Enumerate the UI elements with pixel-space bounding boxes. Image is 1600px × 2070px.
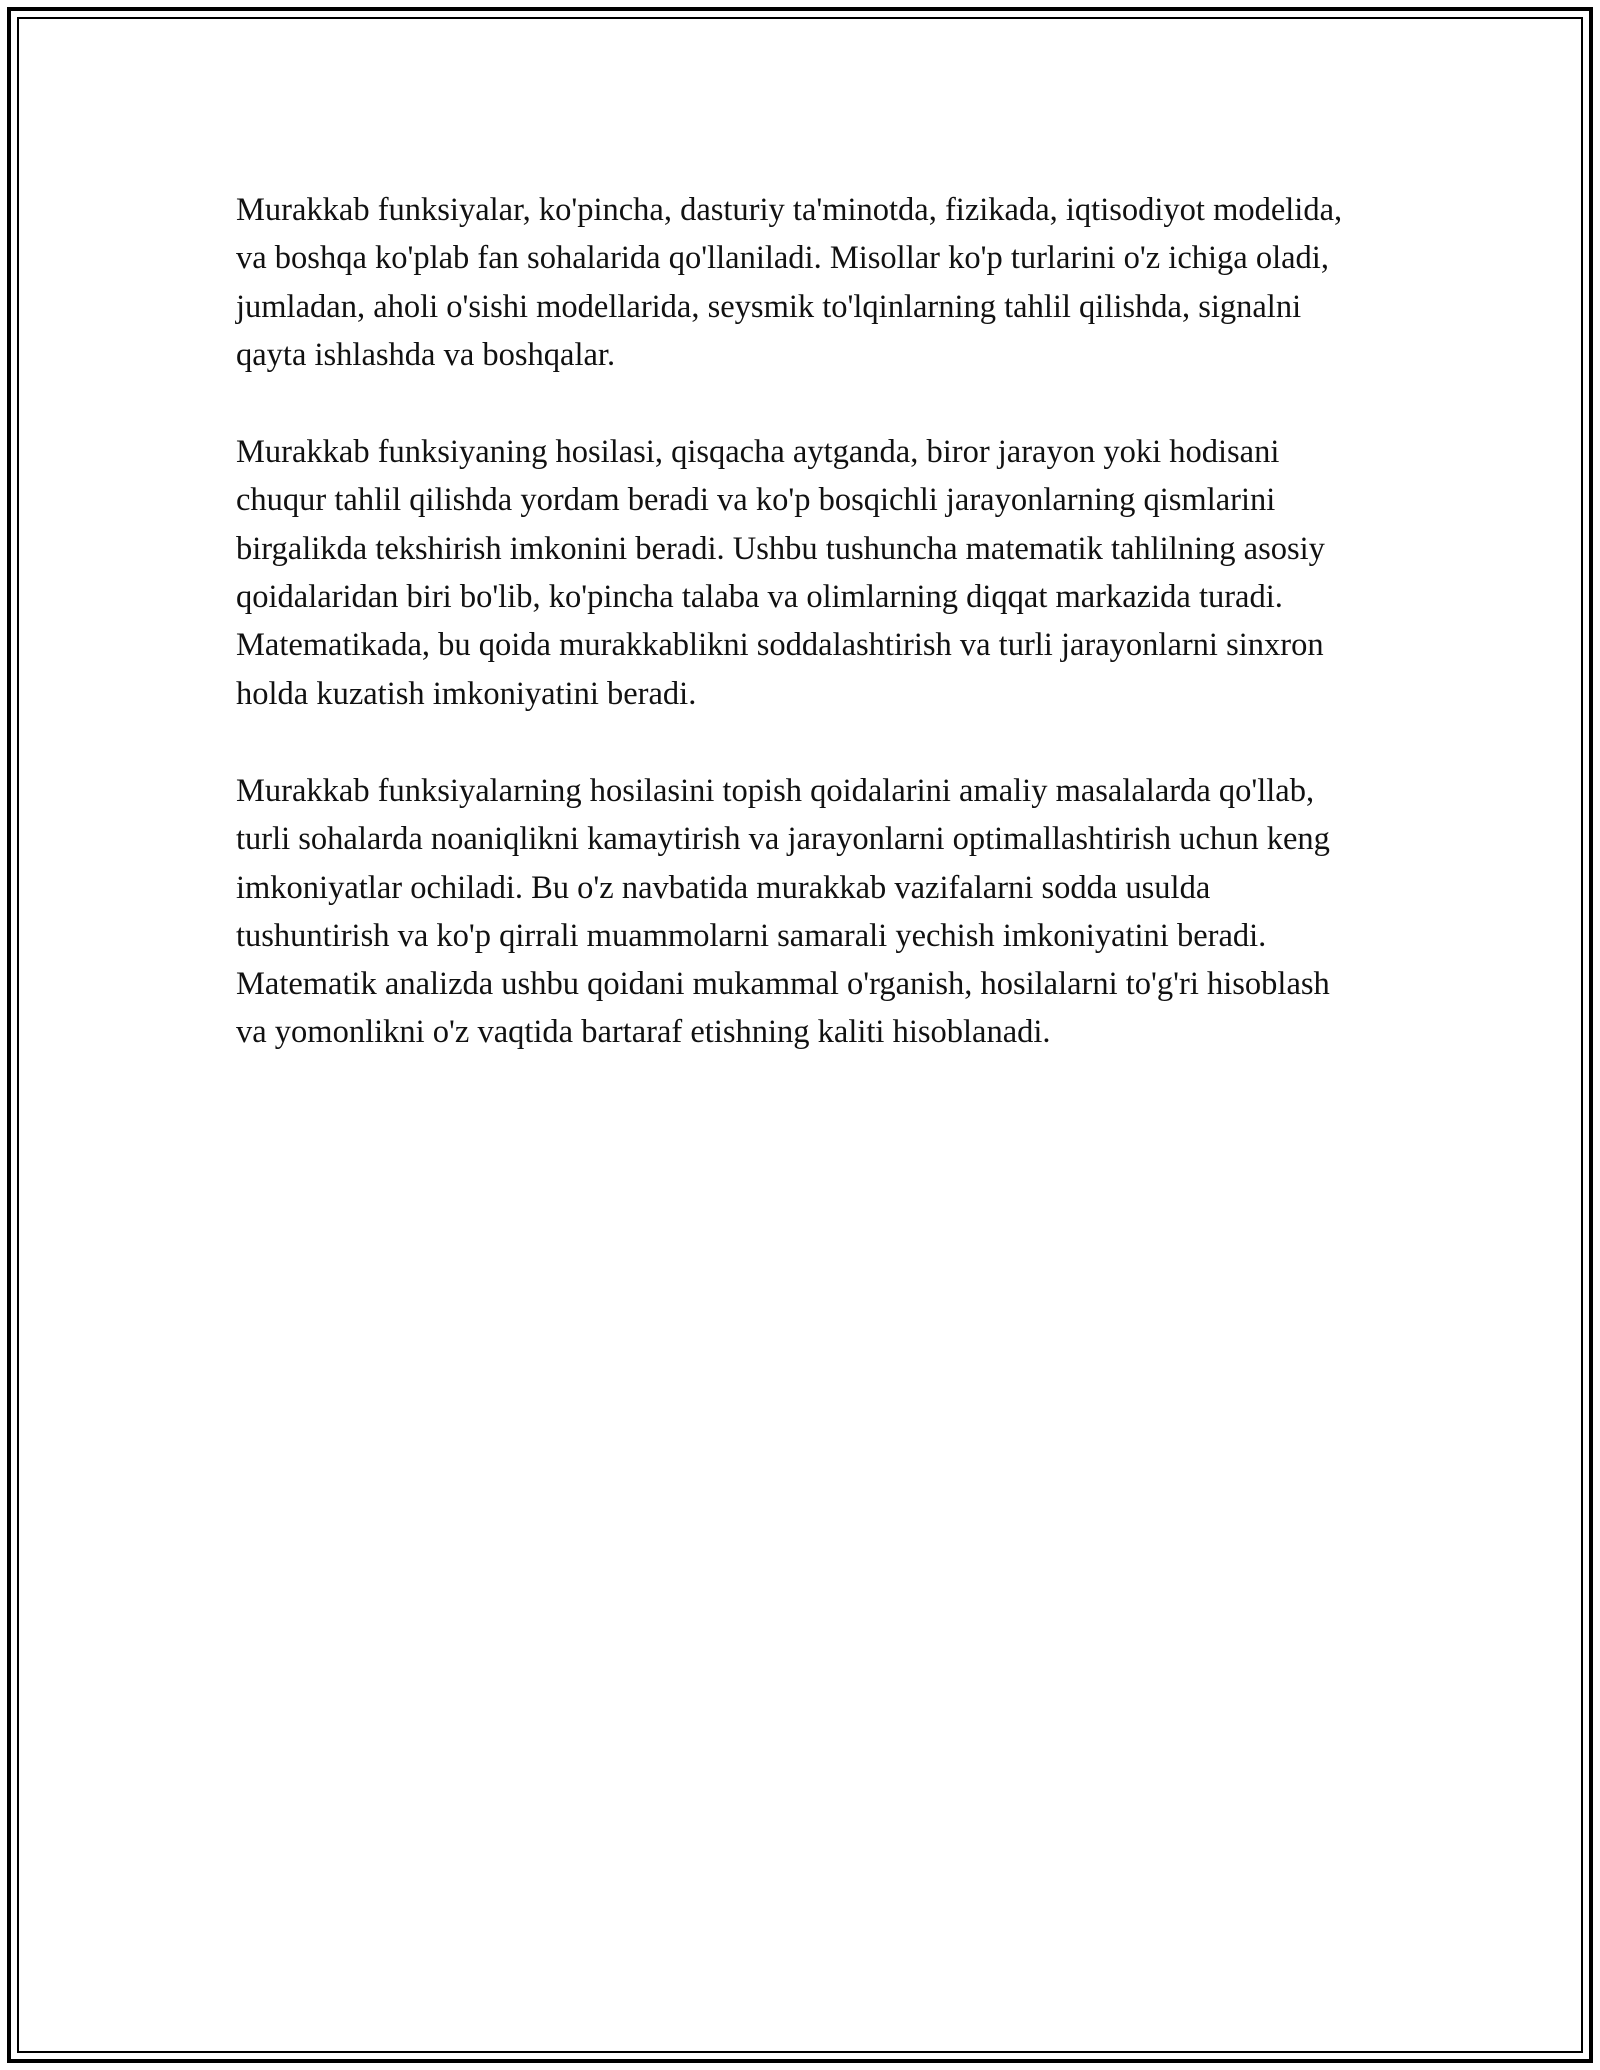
paragraph-2: Murakkab funksiyaning hosilasi, qisqacha aytganda, biror jarayon yoki hodisani chuqur tahlil qilishda yordam beradi va ko'p bosqichli jarayonlarning qismlarini birgalikda tekshirish imkonini beradi. Ushbu tushuncha matematik tahlilning asosiy qoidalaridan biri bo'lib, ko'pincha talaba va olimlarning diqqat markazida turadi. Matematikada, bu qoida murakkablikni soddalashtirish va turli jarayonlarni sinxron holda kuzatish imkoniyatini beradi. — [236, 434, 1325, 712]
paragraph-1: Murakkab funksiyalar, ko'pincha, dasturiy ta'minotda, fizikada, iqtisodiyot modelida, va boshqa ko'plab fan sohalarida qo'llaniladi. Misollar ko'p turlarini o'z ichiga oladi, jumladan, aholi o'sishi modellarida, seysmik to'lqinlarning tahlil qilishda, signalni qayta ishlashda va boshqalar. — [236, 192, 1343, 373]
document-body — [236, 186, 1366, 1106]
paragraph-3: Murakkab funksiyalarning hosilasini topish qoidalarini amaliy masalalarda qo'llab, turli sohalarda noaniqlikni kamaytirish va jarayonlarni optimallashtirish uchun keng imkoniyatlar ochiladi. Bu o'z navbatida murakkab vazifalarni sodda usulda tushuntirish va ko'p qirrali muammolarni samarali yechish imkoniyatini beradi. Matematik analizda ushbu qoidani mukammal o'rganish, hosilalarni to'g'ri hisoblash va yomonlikni o'z vaqtida bartaraf etishning kaliti hisoblanadi. — [236, 772, 1330, 1051]
